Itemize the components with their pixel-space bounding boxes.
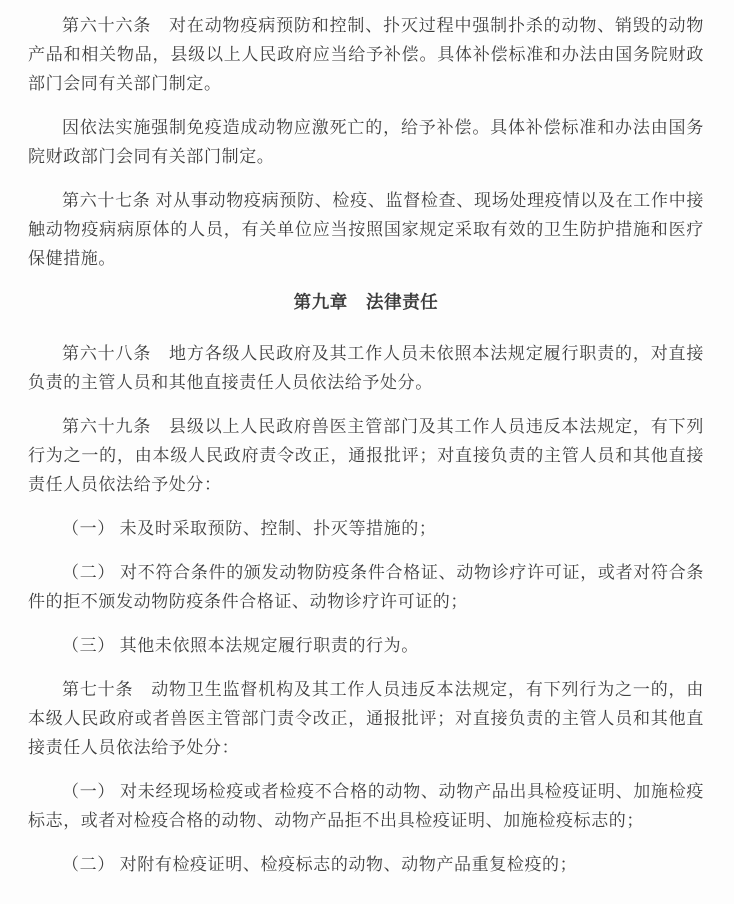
article-67-paragraph: 第六十七条 对从事动物疫病预防、检疫、监督检查、现场处理疫情以及在工作中接触动物疫病病原体的人员，有关单位应当按照国家规定采取有效的卫生防护措施和医疗保健措施。 [28, 191, 704, 268]
article-69-item-1: （一） 未及时采取预防、控制、扑灭等措施的； [62, 519, 437, 538]
article-70-paragraph: 第七十条 动物卫生监督机构及其工作人员违反本法规定，有下列行为之一的，由本级人民政府或者兽医主管部门责令改正，通报批评；对直接负责的主管人员和其他直接责任人员依法给予处分： [28, 680, 704, 757]
article-66-paragraph: 第六十六条 对在动物疫病预防和控制、扑灭过程中强制扑杀的动物、销毁的动物产品和相关物品，县级以上人民政府应当给予补偿。具体补偿标准和办法由国务院财政部门会同有关部门制定。 [28, 16, 704, 93]
chapter-9-heading: 第九章 法律责任 [293, 292, 439, 312]
article-70-item-2: （二） 对附有检疫证明、检疫标志的动物、动物产品重复检疫的； [62, 855, 578, 874]
article-69-item-3: （三） 其他未依照本法规定履行职责的行为。 [62, 636, 419, 655]
article-69-item-2: （二） 对不符合条件的颁发动物防疫条件合格证、动物诊疗许可证，或者对符合条件的拒不颁发动物防疫条件合格证、动物诊疗许可证的； [28, 563, 704, 611]
article-70-item-1: （一） 对未经现场检疫或者检疫不合格的动物、动物产品出具检疫证明、加施检疫标志，或者对检疫合格的动物、动物产品拒不出具检疫证明、加施检疫标志的； [28, 782, 704, 830]
article-68-paragraph: 第六十八条 地方各级人民政府及其工作人员未依照本法规定履行职责的，对直接负责的主管人员和其他直接责任人员依法给予处分。 [28, 344, 704, 392]
article-69-paragraph: 第六十九条 县级以上人民政府兽医主管部门及其工作人员违反本法规定，有下列行为之一的，由本级人民政府责令改正，通报批评；对直接负责的主管人员和其他直接责任人员依法给予处分： [28, 417, 704, 494]
article-66-compensation-paragraph: 因依法实施强制免疫造成动物应激死亡的，给予补偿。具体补偿标准和办法由国务院财政部门会同有关部门制定。 [28, 118, 704, 166]
